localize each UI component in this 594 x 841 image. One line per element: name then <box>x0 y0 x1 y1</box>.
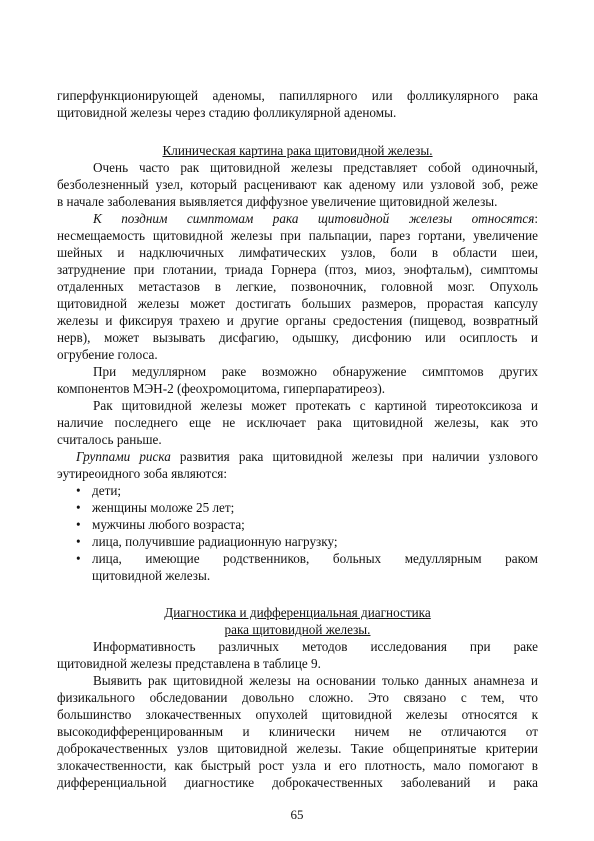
text-line: При медуллярном раке возможно обнаружение симптомов других <box>93 364 538 379</box>
section-heading-text: Клиническая картина рака щитовидной железы. <box>162 143 433 158</box>
text-line: огрубение голоса. <box>57 347 158 362</box>
text-line: нерв), может вызывать дисфагию, одышку, дисфонию или осиплость и <box>57 330 538 345</box>
text-fragment: развития рака щитовидной железы при наличии узлового <box>170 449 538 464</box>
list-item-continuation: щитовидной железы. <box>92 568 211 583</box>
text-line: безболезненный узел, который расценивают как аденому или узловой зоб, реже <box>57 177 538 192</box>
text-line: затруднение при глотании, триада Горнера (птоз, миоз, энофтальм), симптомы <box>57 262 538 277</box>
text-line <box>76 448 538 466</box>
text-line: большинство злокачественных опухолей щитовидной железы относятся к <box>57 707 538 722</box>
italic-phrase: К поздним симптомам рака щитовидной железы относятся <box>93 211 535 226</box>
list-item: лица, получившие радиационную нагрузку; <box>92 534 338 549</box>
bullet-marker: • <box>76 500 81 515</box>
bullet-marker: • <box>76 483 81 498</box>
bullet-marker: • <box>76 551 81 566</box>
section-heading <box>57 621 538 639</box>
list-item: женщины моложе 25 лет; <box>92 500 235 515</box>
text-line: гиперфункционирующей аденомы, папиллярного или фолликулярного рака <box>57 88 538 103</box>
text-line: физикального обследовании довольно сложно. Это связано с тем, что <box>57 690 538 705</box>
text-line: железы и фиксируя трахею и другие органы средостения (пищевод, возвратный <box>57 313 538 328</box>
page-number: 65 <box>290 807 304 822</box>
text-line: эутиреоидного зоба являются: <box>57 466 228 481</box>
text-line: считалось раньше. <box>57 432 162 447</box>
list-item: лица, имеющие родственников, больных медуллярным раком <box>92 551 538 566</box>
bullet-marker: • <box>76 517 81 532</box>
section-heading <box>57 604 538 622</box>
section-heading <box>57 142 538 160</box>
text-line: шейных и надключичных лимфатических узлов, боли в области шеи, <box>57 245 538 260</box>
text-line: Информативность различных методов исследования при раке <box>93 639 538 654</box>
text-line: Рак щитовидной железы может протекать с картиной тиреотоксикоза и <box>93 398 538 413</box>
list-item: дети; <box>92 483 122 498</box>
text-line: щитовидной железы через стадию фолликулярной аденомы. <box>57 105 397 120</box>
list-item: мужчины любого возраста; <box>92 517 245 532</box>
text-line: доброкачественных узлов щитовидной железы. Такие общепринятые критерии <box>57 741 538 756</box>
text-line: злокачественности, как быстрый рост узла и его плотность, мало помогают в <box>57 758 538 773</box>
text-line: несмещаемость щитовидной железы при пальпации, парез гортани, увеличение <box>57 228 538 243</box>
text-line <box>93 210 538 228</box>
section-heading-text: рака щитовидной железы. <box>224 622 371 637</box>
text-line: щитовидной железы представлена в таблице 9. <box>57 656 321 671</box>
text-line: отдаленных метастазов в легкие, позвоночник, головной мозг. Опухоль <box>57 279 538 294</box>
text-line: щитовидной железы может достигать больших размеров, прорастая капсулу <box>57 296 538 311</box>
section-heading-text: Диагностика и дифференциальная диагностика <box>164 605 431 620</box>
text-line: наличие последнего еще не исключает рака щитовидной железы, как это <box>57 415 538 430</box>
bullet-marker: • <box>76 534 81 549</box>
italic-phrase: Группами риска <box>76 449 171 464</box>
text-fragment: : <box>534 211 538 226</box>
text-line: компонентов МЭН-2 (феохромоцитома, гиперпаратиреоз). <box>57 381 386 396</box>
text-line: Очень часто рак щитовидной железы представляет собой одиночный, <box>93 160 538 175</box>
text-line: высокодифференцированным и клинически ничем не отличаются от <box>57 724 538 739</box>
text-line: дифференциальной диагностике доброкачественных заболеваний и рака <box>57 775 538 790</box>
text-line: в начале заболевания выявляется диффузное увеличение щитовидной железы. <box>57 194 498 209</box>
text-line: Выявить рак щитовидной железы на основании только данных анамнеза и <box>93 673 538 688</box>
